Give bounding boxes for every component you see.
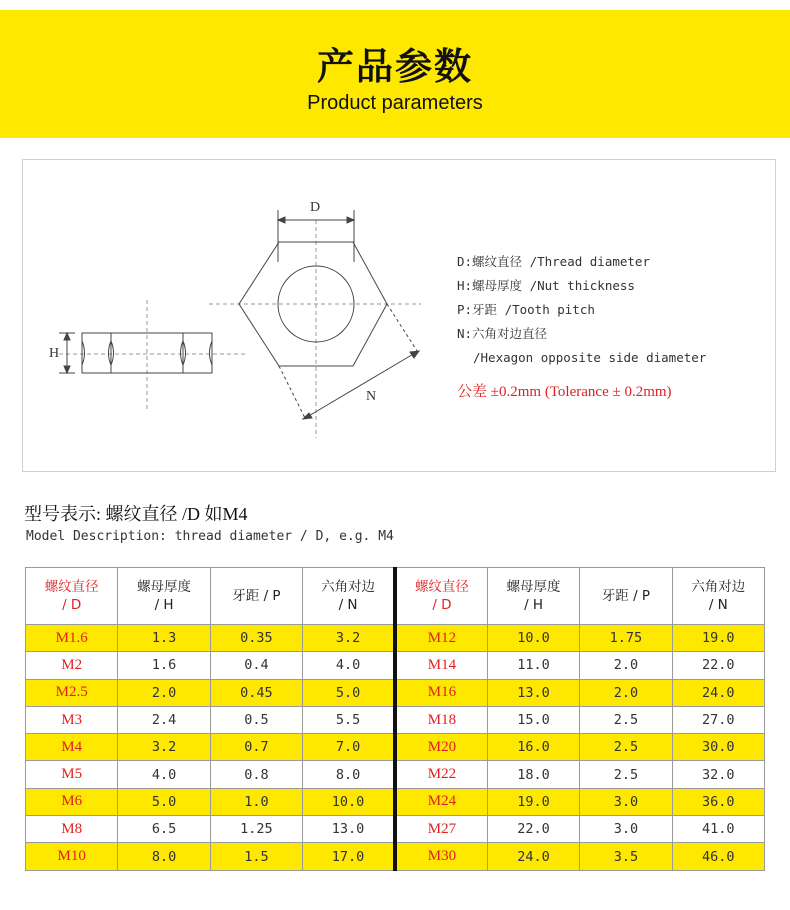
- table-header-cell: 螺纹直径 / D: [26, 568, 118, 625]
- table-cell: 24.0: [487, 843, 579, 870]
- table-cell: 17.0: [303, 843, 395, 870]
- table-cell: 1.6: [118, 652, 210, 679]
- table-cell: 10.0: [487, 625, 579, 652]
- table-header-cell: 六角对边 / N: [303, 568, 395, 625]
- legend-item-h: H:螺母厚度 /Nut thickness: [457, 278, 635, 293]
- header-banner: [0, 10, 790, 138]
- table-cell: 16.0: [487, 734, 579, 761]
- table-cell: M5: [26, 761, 118, 788]
- table-cell: 24.0: [672, 679, 764, 706]
- legend-item-d: D:螺纹直径 /Thread diameter: [457, 254, 650, 269]
- table-cell: 0.5: [210, 706, 302, 733]
- table-cell: 22.0: [672, 652, 764, 679]
- page-title: 产品参数: [317, 45, 473, 88]
- table-row: [26, 679, 765, 706]
- table-cell: 46.0: [672, 843, 764, 870]
- table-cell: 2.5: [580, 706, 672, 733]
- legend-item-n: N:六角对边直径: [457, 326, 548, 341]
- table-cell: 8.0: [303, 761, 395, 788]
- model-description-en: Model Description: thread diameter / D, e.g. M4: [26, 529, 394, 544]
- table-row: [26, 706, 765, 733]
- table-cell: M3: [26, 706, 118, 733]
- table-cell: 0.4: [210, 652, 302, 679]
- table-cell: 3.0: [580, 788, 672, 815]
- table-header-cell: 牙距 / P: [580, 568, 672, 625]
- table-header-cell: 牙距 / P: [210, 568, 302, 625]
- table-cell: 2.0: [118, 679, 210, 706]
- diagram-legend: [457, 250, 767, 401]
- table-cell: 0.7: [210, 734, 302, 761]
- table-cell: M16: [395, 679, 487, 706]
- table-cell: 8.0: [118, 843, 210, 870]
- table-row: [26, 843, 765, 870]
- nut-diagram-panel: [22, 159, 776, 472]
- table-cell: M6: [26, 788, 118, 815]
- table-cell: M4: [26, 734, 118, 761]
- table-cell: M18: [395, 706, 487, 733]
- table-header-cell: 螺母厚度 / H: [487, 568, 579, 625]
- table-cell: 1.25: [210, 816, 302, 843]
- table-cell: 3.2: [118, 734, 210, 761]
- table-row: [26, 625, 765, 652]
- table-cell: M27: [395, 816, 487, 843]
- table-cell: M10: [26, 843, 118, 870]
- table-header-row: [26, 568, 765, 625]
- table-cell: 13.0: [487, 679, 579, 706]
- table-cell: 0.45: [210, 679, 302, 706]
- model-description-cn: 型号表示: 螺纹直径 /D 如M4: [24, 504, 248, 524]
- table-cell: 2.5: [580, 761, 672, 788]
- table-cell: 5.0: [118, 788, 210, 815]
- legend-item-n-en: /Hexagon opposite side diameter: [473, 350, 707, 365]
- table-row: [26, 788, 765, 815]
- table-cell: 18.0: [487, 761, 579, 788]
- table-cell: 36.0: [672, 788, 764, 815]
- table-row: [26, 816, 765, 843]
- table-cell: M14: [395, 652, 487, 679]
- table-cell: 5.0: [303, 679, 395, 706]
- table-cell: 30.0: [672, 734, 764, 761]
- table-header-cell: 六角对边 / N: [672, 568, 764, 625]
- table-cell: M20: [395, 734, 487, 761]
- table-cell: 5.5: [303, 706, 395, 733]
- table-row: [26, 652, 765, 679]
- table-cell: M2: [26, 652, 118, 679]
- table-cell: 41.0: [672, 816, 764, 843]
- table-cell: M8: [26, 816, 118, 843]
- table-cell: 4.0: [118, 761, 210, 788]
- table-cell: 32.0: [672, 761, 764, 788]
- table-cell: 11.0: [487, 652, 579, 679]
- tolerance-note: 公差 ±0.2mm (Tolerance ± 0.2mm): [457, 384, 672, 400]
- table-cell: 0.8: [210, 761, 302, 788]
- table-cell: 3.2: [303, 625, 395, 652]
- table-cell: 4.0: [303, 652, 395, 679]
- page-subtitle: Product parameters: [307, 92, 483, 114]
- label-h: H: [48, 346, 60, 361]
- table-cell: 27.0: [672, 706, 764, 733]
- table-cell: 1.0: [210, 788, 302, 815]
- table-cell: 3.0: [580, 816, 672, 843]
- table-cell: M22: [395, 761, 487, 788]
- table-body: [26, 625, 765, 871]
- table-cell: 10.0: [303, 788, 395, 815]
- table-cell: 2.5: [580, 734, 672, 761]
- table-cell: 1.5: [210, 843, 302, 870]
- table-cell: 7.0: [303, 734, 395, 761]
- table-cell: M24: [395, 788, 487, 815]
- label-n: N: [365, 389, 377, 404]
- table-cell: 2.4: [118, 706, 210, 733]
- legend-item-p: P:牙距 /Tooth pitch: [457, 302, 595, 317]
- parameter-table-wrap: [25, 567, 765, 870]
- table-cell: M12: [395, 625, 487, 652]
- table-cell: 2.0: [580, 652, 672, 679]
- table-cell: 19.0: [672, 625, 764, 652]
- table-row: [26, 761, 765, 788]
- table-row: [26, 734, 765, 761]
- table-cell: M1.6: [26, 625, 118, 652]
- table-header-cell: 螺纹直径 / D: [395, 568, 487, 625]
- table-header-cell: 螺母厚度 / H: [118, 568, 210, 625]
- label-d: D: [309, 200, 321, 215]
- table-cell: 3.5: [580, 843, 672, 870]
- table-cell: 6.5: [118, 816, 210, 843]
- table-cell: M30: [395, 843, 487, 870]
- table-cell: 22.0: [487, 816, 579, 843]
- table-cell: 13.0: [303, 816, 395, 843]
- table-cell: 0.35: [210, 625, 302, 652]
- parameter-table: [25, 567, 765, 871]
- table-cell: 1.3: [118, 625, 210, 652]
- table-cell: M2.5: [26, 679, 118, 706]
- table-cell: 15.0: [487, 706, 579, 733]
- table-cell: 19.0: [487, 788, 579, 815]
- table-cell: 2.0: [580, 679, 672, 706]
- table-cell: 1.75: [580, 625, 672, 652]
